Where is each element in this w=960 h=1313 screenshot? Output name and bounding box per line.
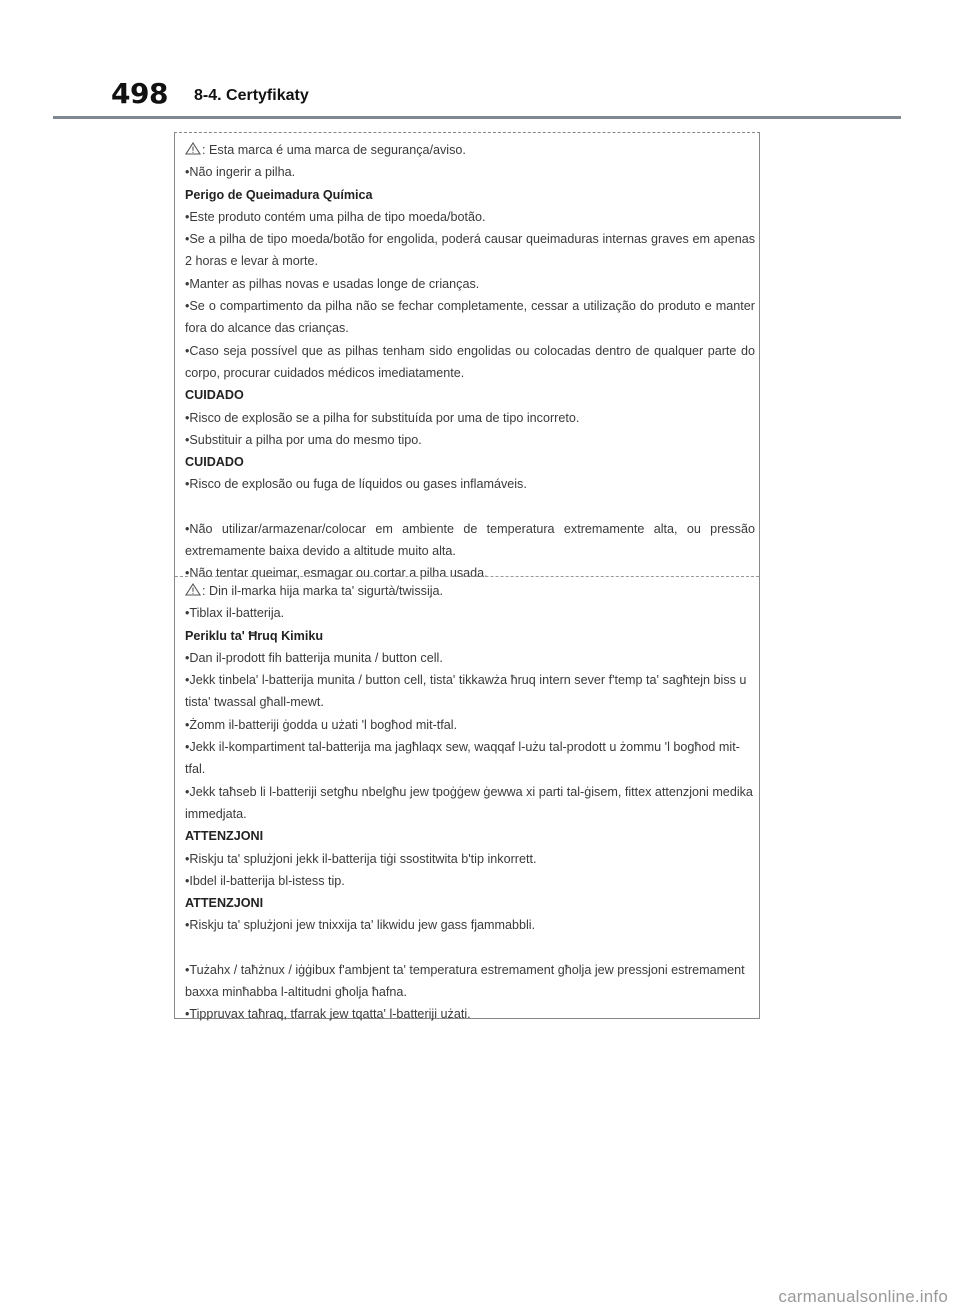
warning-triangle-icon <box>185 142 201 155</box>
text-line: •Jekk taħseb li l-batteriji setgħu nbelgħu jew tpoġġew ġewwa xi parti tal-ġisem, fittex attenzjoni medika immedjata. <box>185 784 753 821</box>
text-line: •Caso seja possível que as pilhas tenham sido engolidas ou colocadas dentro de qualquer parte do corpo, procurar cuidados médicos imediatamente. <box>185 343 755 380</box>
footer-watermark: carmanualsonline.info <box>778 1287 948 1306</box>
text-line: •Jekk il-kompartiment tal-batterija ma jagħlaqx sew, waqqaf l-użu tal-prodott u żommu 'l bogħod mit-tfal. <box>185 740 740 777</box>
text-line: •Se a pilha de tipo moeda/botão for engolida, poderá causar queimaduras internas graves em apenas 2 horas e levar à morte. <box>185 232 755 269</box>
spacer <box>185 496 755 518</box>
warning-line <box>185 580 755 602</box>
heading: Perigo de Queimadura Química <box>185 187 373 202</box>
heading: ATTENZJONI <box>185 829 264 844</box>
text-line: •Tiblax il-batterija. <box>185 606 285 621</box>
text-line: •Riskju ta' splużjoni jekk il-batterija tiġi ssostitwita b'tip inkorrett. <box>185 851 537 866</box>
spacer <box>185 937 755 959</box>
heading: ATTENZJONI <box>185 896 264 911</box>
text-line: •Não utilizar/armazenar/colocar em ambiente de temperatura extremamente alta, ou pressão extremamente baixa devido a altitude muito alta. <box>185 521 755 559</box>
heading: CUIDADO <box>185 455 244 470</box>
heading: CUIDADO <box>185 388 244 403</box>
text-line: •Żomm il-batteriji ġodda u użati 'l bogħod mit-tfal. <box>185 717 458 732</box>
portuguese-warning-text <box>185 139 755 585</box>
text-line: •Manter as pilhas novas e usadas longe de crianças. <box>185 276 480 291</box>
text-line: •Riskju ta' splużjoni jew tnixxija ta' likwidu jew gass fjammabbli. <box>185 918 536 933</box>
text-line: •Substituir a pilha por uma do mesmo tipo. <box>185 432 422 447</box>
page-number: 498 <box>111 77 168 110</box>
text-line: •Dan il-prodott fih batterija munita / button cell. <box>185 650 443 665</box>
warning-line-text: : Din il-marka hija marka ta' sigurtà/twissija. <box>202 584 444 598</box>
text-line: •Ibdel il-batterija bl-istess tip. <box>185 873 345 888</box>
warning-line <box>185 139 755 161</box>
text-line: •Não ingerir a pilha. <box>185 165 296 180</box>
section-title: 8-4. Certyfikaty <box>194 87 309 104</box>
warning-line-text: : Esta marca é uma marca de segurança/aviso. <box>202 143 466 157</box>
text-line: •Tippruvax taħraq, tfarrak jew tqatta' l-batteriji użati. <box>185 1007 471 1022</box>
text-line: •Tużahx / taħżnux / iġġibux f'ambjent ta' temperatura estremament għolja jew pressjoni estremament baxxa minħabba l-altitudni għolja ħafna. <box>185 962 745 1000</box>
warning-triangle-icon <box>185 583 201 596</box>
text-line: •Jekk tinbela' l-batterija munita / button cell, tista' tikkawża ħruq intern sever f'temp ta' sagħtejn biss u tista' twassal għall-mewt. <box>185 673 747 710</box>
text-line: •Risco de explosão ou fuga de líquidos ou gases inflamáveis. <box>185 477 527 492</box>
text-line: •Não tentar queimar, esmagar ou cortar a pilha usada. <box>185 566 488 581</box>
text-line: •Se o compartimento da pilha não se fechar completamente, cessar a utilização do produto e manter fora do alcance das crianças. <box>185 299 755 336</box>
heading: Periklu ta' Ħruq Kimiku <box>185 628 324 643</box>
text-line: •Este produto contém uma pilha de tipo moeda/botão. <box>185 209 486 224</box>
page-header <box>53 76 901 119</box>
maltese-warning-text <box>185 580 755 1026</box>
section-divider <box>175 576 759 577</box>
certificate-scan <box>174 132 760 1022</box>
text-line: •Risco de explosão se a pilha for substituída por uma de tipo incorreto. <box>185 410 580 425</box>
